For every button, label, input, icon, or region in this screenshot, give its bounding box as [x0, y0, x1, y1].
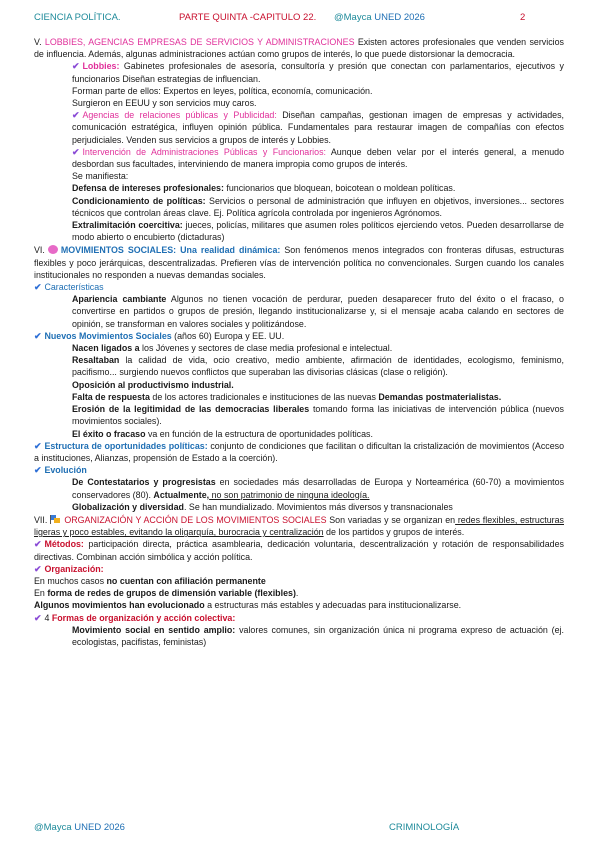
check-icon: ✔ [34, 440, 42, 451]
lobbies-experts: Forman parte de ellos: Expertos en leyes, política, economía, comunicación. [72, 85, 373, 96]
condicionamiento-item: Condicionamiento de políticas: Servicios o personal de administración que influyen en objetivos, inversiones... sectores técnicos que controlan áreas clave. Ej. Política agrícola controlada por ingenieros Agrónomos. [72, 195, 564, 218]
flags-icon [50, 515, 61, 524]
nacen-item: Nacen ligados a los Jóvenes y sectores de clase media profesional e intelectual. [72, 343, 393, 354]
check-icon: ✔ [72, 61, 80, 72]
section-v-title: LOBBIES, AGENCIAS EMPRESAS DE SERVICIOS Y ADMINISTRACIONES [44, 37, 355, 47]
footer-brand: @Mayca UNED 2026 [34, 822, 125, 833]
lobbies-origin: Surgieron en EEUU y son servicios muy caros. [72, 98, 257, 109]
organizacion-line-1: En muchos casos no cuentan con afiliación permanente [34, 575, 266, 586]
check-icon: ✔ [34, 539, 42, 550]
lobbies-item: ✔ Lobbies: Gabinetes profesionales de asesoría, consultoría y presión que conectan con parlamentarios, ejecutivos y funcionarios Diseñan estrategias de influencian. [72, 61, 564, 84]
estructura-oportunidades: ✔ Estructura de oportunidades políticas: conjunto de condiciones que facilitan o dificultan la cristalización de movimientos (Acceso a instituciones, Alianzas, propensión de Estado a la coerción). [34, 440, 565, 463]
apariencia-item: Apariencia cambiante Algunos no tienen vocación de perdurar, pueden desaparecer fruto del éxito o el fracaso, o convertirse en partidos o grupos de presión, llegando institucionalizarse y, si el mensaje acaba calando en sectores de opinión, se transforman en valores sociales y politizándose. [72, 294, 564, 329]
section-vi-intro: VI. MOVIMIENTOS SOCIALES: Una realidad dinámica: Son fenómenos menos integrados con fronteras difusas, estructuras flexibles y poco jerárquicas, descentralizadas. Prefieren vías de intervención política no convencionales. Surgen cuando los canales institucionales no responden a nuevas demandas sociales. [34, 245, 564, 280]
resaltan-item: Resaltaban la calidad de vida, ocio creativo, medio ambiente, afirmación de identidades, ecologismo, feminismo, pacifismo... surgiendo nuevos conflictos que superaban las divisorias clásicas (clase o religión). [72, 355, 564, 378]
section-v-intro: V. LOBBIES, AGENCIAS EMPRESAS DE SERVICIOS Y ADMINISTRACIONES Existen actores profesionales que venden servicios de influencia. Además, algunas administraciones actúan como grupos de interés, lo que puede distorsionar la democracia. [34, 37, 564, 60]
header-brand: @Mayca UNED 2026 [334, 12, 425, 23]
footer-subject: CRIMINOLOGÍA [389, 822, 460, 833]
oposicion-item: Oposición al productivismo industrial. [72, 379, 234, 390]
page-footer [34, 822, 566, 836]
organizacion-heading: ✔ Organización: [34, 563, 104, 574]
manifiesta-label: Se manifiesta: [72, 171, 129, 182]
check-icon: ✔ [34, 330, 42, 341]
movimiento-amplio-item: Movimiento social en sentido amplio: valores comunes, sin organización única ni programa expreso de actuación (ej. ecologistas, pacifistas, feministas) [72, 624, 564, 647]
check-icon: ✔ [72, 146, 80, 157]
check-icon: ✔ [72, 110, 80, 121]
page-header [34, 12, 566, 26]
section-vii-title: ORGANIZACIÓN Y ACCIÓN DE LOS MOVIMIENTOS SOCIALES [64, 514, 327, 525]
metodos-item: ✔ Métodos: participación directa, práctica asamblearia, dedicación voluntaria, descentralización y rotación de responsabilidades directivas. Combinan acción simbólica y acción política. [34, 539, 564, 562]
nuevos-movimientos-heading: ✔ Nuevos Movimientos Sociales (años 60) Europa y EE. UU. [34, 330, 285, 341]
section-vi-title: MOVIMIENTOS SOCIALES: Una realidad dinámica: [60, 245, 281, 256]
check-icon: ✔ [34, 282, 42, 293]
organizacion-line-2: En forma de redes de grupos de dimensión variable (flexibles). [34, 588, 299, 599]
erosion-item: Erosión de la legitimidad de las democracias liberales tomando forma las iniciativas de intervención pública (nuevos movimientos sociales). [72, 404, 564, 427]
document-body [34, 36, 564, 648]
globalizacion-item: Globalización y diversidad. Se han mundializado. Movimientos más diversos y transnacionales [72, 501, 453, 512]
formas-heading: ✔ 4 Formas de organización y acción colectiva: [34, 612, 236, 623]
evolucion-heading: ✔ Evolución [34, 465, 87, 476]
extralimitacion-item: Extralimitación coercitiva: jueces, policías, militares que asumen roles políticos ejerciendo vetos. Pueden desarrollarse de modo abierto o encubierto (dictaduras) [72, 220, 564, 243]
caracteristicas-heading: ✔ Características [34, 282, 104, 293]
intervencion-item: ✔ Intervención de Administraciones Públicas y Funcionarios: Aunque deben velar por el interés general, a menudo desbordan sus facultades, interviniendo de manera impropia como grupos de interés. [72, 146, 565, 170]
organizacion-line-3: Algunos movimientos han evolucionado a estructuras más estables y adecuadas para institucionalizarse. [34, 600, 462, 611]
defensa-item: Defensa de intereses profesionales: funcionarios que bloquean, boicotean o moldean políticas. [72, 183, 456, 194]
section-vii-intro: VII. ORGANIZACIÓN Y ACCIÓN DE LOS MOVIMIENTOS SOCIALES Son variadas y se organizan en redes flexibles, estructuras ligeras y poco estables, evitando la oligarquía, burocracia y centralización de los partidos y grupos de interés. [34, 514, 564, 538]
page-number: 2 [520, 12, 526, 23]
check-icon: ✔ [34, 465, 42, 476]
check-icon: ✔ [34, 563, 42, 574]
speech-bubble-icon [48, 245, 58, 254]
falta-respuesta-item: Falta de respuesta de los actores tradicionales e instituciones de las nuevas Demandas postmaterialistas. [72, 391, 502, 402]
exito-item: El éxito o fracaso va en función de la estructura de oportunidades políticas. [72, 428, 373, 439]
header-subject: CIENCIA POLÍTICA. [34, 12, 121, 23]
contestatarios-item: De Contestatarios y progresistas en sociedades más desarrolladas de Europa y Norteamérica (60-70) a movimientos conservadores (80). Actualmente, no son patrimonio de ninguna ideología. [72, 477, 565, 500]
header-chapter: PARTE QUINTA -CAPITULO 22. [179, 12, 317, 23]
agencias-item: ✔ Agencias de relaciones públicas y Publicidad: Diseñan campañas, gestionan imagen de empresas y actividades, comunicación estratégica, influyen opinión pública. Fundamentales para restaurar imagen de compañías con efectos perjudiciales. Venden sus servicios a grupos de interés y Lobbies. [72, 110, 564, 145]
check-icon: ✔ [34, 612, 42, 623]
